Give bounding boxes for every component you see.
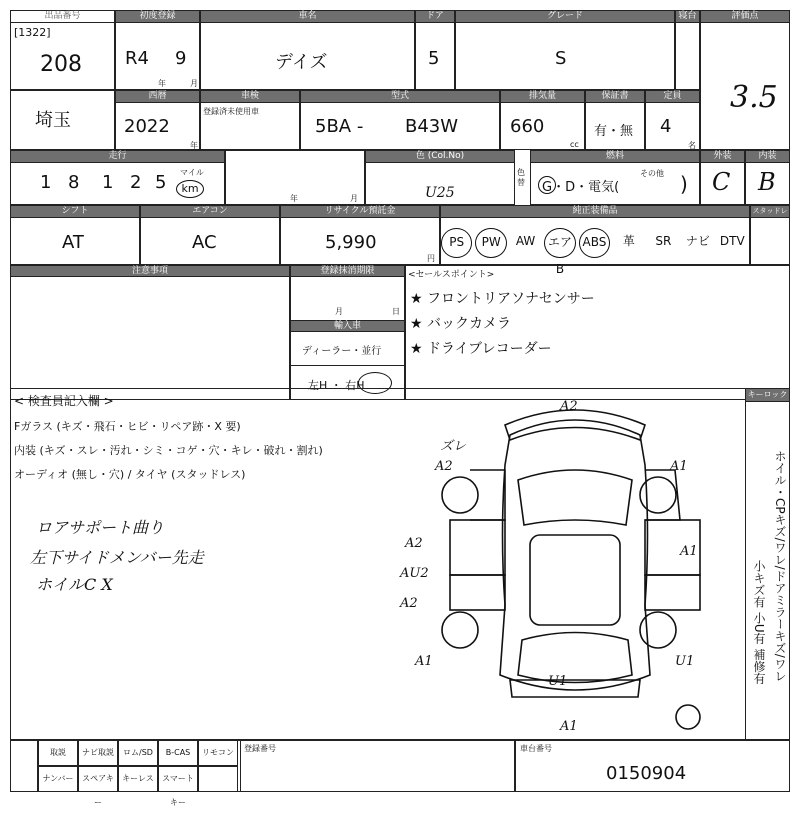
mileage-digit: 2 <box>130 172 142 193</box>
sales-point: ★ フロントリアソナセンサー <box>410 291 595 307</box>
inspector-header: < 検査員記入欄 > <box>14 394 114 408</box>
sales-point: ★ ドライブレコーダー <box>410 341 552 357</box>
equipment-header: 純正装備品 <box>440 205 750 218</box>
inspection-header: 車検 <box>200 90 300 103</box>
fuel: G・D・電気( <box>542 180 620 195</box>
model-code: B43W <box>405 116 459 137</box>
side-note-col1: ホイル・CPキズ/ワレ/ドアミラーキズ/ワレ <box>773 450 787 682</box>
wheel-rr <box>640 612 676 648</box>
aircon-value: AC <box>192 232 217 253</box>
cc-unit: cc <box>570 140 579 149</box>
fender-fl <box>470 470 505 520</box>
car-name: デイズ <box>275 52 328 73</box>
notes-header: 注意事項 <box>10 265 290 277</box>
equipment-item: SR <box>655 234 672 248</box>
windshield <box>518 470 632 525</box>
door-left-front <box>450 520 505 575</box>
door-header: ドア <box>415 10 455 23</box>
roof <box>530 535 620 625</box>
year-header: 初度登録 <box>115 10 200 23</box>
era: R4 <box>125 48 149 69</box>
lot-number: 208 <box>40 52 82 77</box>
mileage-digit: 1 <box>102 172 114 193</box>
diagram-label: A1 <box>560 719 578 734</box>
fuel-other: その他 <box>640 169 664 178</box>
inspection-note: 登録済未使用車 <box>203 107 259 116</box>
equipment-item: ナビ <box>685 234 710 248</box>
diagram-label: A1 <box>670 459 688 474</box>
western-header: 西暦 <box>115 90 200 103</box>
fuel-header: 燃料 <box>530 150 700 163</box>
diagram-label: A2 <box>405 536 423 551</box>
footer-option: リモコン <box>198 740 238 766</box>
footer-option: ナビ取説 <box>78 740 118 766</box>
prefecture: 埼玉 <box>35 110 71 131</box>
year-small: 年 <box>190 141 198 150</box>
handwritten-note: ロアサポート曲り <box>36 518 165 537</box>
color-change-label: 色替 <box>517 168 525 187</box>
exterior-grade: C <box>712 168 731 196</box>
mileage-digit: 1 <box>40 172 52 193</box>
month-unit: 月 <box>190 79 198 88</box>
footer-option: キーレス <box>118 766 158 792</box>
interior-header: 内装 <box>745 150 790 163</box>
chassis-label: 車台番号 <box>520 744 552 753</box>
door-right-rear <box>645 575 700 610</box>
notes-box <box>10 265 290 400</box>
grade-header: グレード <box>455 10 675 23</box>
diagram-label: A1 <box>415 654 433 669</box>
equipment-item: PW <box>475 228 506 258</box>
month-small-2: 月 <box>350 194 358 203</box>
footer-option: 取説 <box>38 740 78 766</box>
sales-point: ★ バックカメラ <box>410 316 512 332</box>
mile-label: マイル <box>180 168 204 177</box>
footer-option: ロム/SD <box>118 740 158 766</box>
side-note-col2: 小キズ有 小U有 補修有 <box>752 560 766 685</box>
handwritten-note: 左下サイドメンバー先走 <box>30 548 204 567</box>
mileage-digit: 8 <box>68 172 80 193</box>
seats: 4 <box>660 116 672 137</box>
km-circle: km <box>176 180 204 198</box>
diagram-label: A2 <box>435 459 453 474</box>
month: 9 <box>175 48 187 69</box>
diagram-label: A2 <box>400 596 418 611</box>
color-header: 色 (Col.No) <box>365 150 515 163</box>
doors: 5 <box>428 48 440 69</box>
equipment-item: DTV <box>719 234 745 248</box>
studless-header: スタッドレス <box>750 205 790 218</box>
car-body-outline <box>500 420 650 690</box>
reg-divider <box>290 365 405 366</box>
score: 3.5 <box>730 80 778 115</box>
front-bumper <box>505 410 645 440</box>
footer-option: スマートキー <box>158 766 198 792</box>
equipment-item: ABS <box>579 228 610 258</box>
inspector-line: オーディオ (無し・穴) / タイヤ (スタッドレス) <box>14 468 246 481</box>
rear-window <box>518 633 632 683</box>
capacity-header: 定員 <box>645 90 700 103</box>
seats-unit: 名 <box>688 141 696 150</box>
warranty-header: 保証書 <box>585 90 645 103</box>
aircon-header: エアコン <box>140 205 280 218</box>
footer-first-cell <box>10 740 38 792</box>
inspector-line: Fガラス (キズ・飛石・ヒビ・リペア跡・X 要) <box>14 420 241 433</box>
reg-number-box <box>240 740 515 792</box>
reg-day: 日 <box>392 307 400 316</box>
yen-unit: 円 <box>427 254 435 263</box>
interior-grade: B <box>758 168 776 196</box>
lot-header: 出品番号 <box>10 10 115 23</box>
displacement: 660 <box>510 116 545 137</box>
grade: S <box>555 48 567 69</box>
footer-option: ナンバー <box>38 766 78 792</box>
shift-header: シフト <box>10 205 140 218</box>
chassis-number: 0150904 <box>606 763 687 784</box>
diagram-label: A1 <box>680 544 698 559</box>
shift-value: AT <box>62 232 84 253</box>
recycle-header: リサイクル預託金 <box>280 205 440 218</box>
year-western: 2022 <box>124 116 170 137</box>
model-prefix: 5BA - <box>315 116 364 137</box>
mileage-header: 走行 <box>10 150 225 163</box>
equipment-item: 革 <box>622 234 635 248</box>
import-header: 輸入車 <box>290 320 405 332</box>
equipment-item: エアB <box>544 228 575 258</box>
reg-month: 月 <box>335 307 343 316</box>
diagram-label: A2 <box>560 399 578 414</box>
warranty: 有・無 <box>594 124 634 139</box>
model-header: 型式 <box>300 90 500 103</box>
handle: 左H ・ 右H <box>308 379 365 392</box>
lot-label: [1322] <box>14 26 51 39</box>
eval-header: 評価点 <box>700 10 790 23</box>
wheel-fl <box>442 477 478 513</box>
exterior-header: 外装 <box>700 150 745 163</box>
sales-header: <セールスポイント> <box>408 270 495 280</box>
wheel-rl <box>442 612 478 648</box>
color-code: U25 <box>425 185 455 201</box>
mileage-digit: 5 <box>155 172 167 193</box>
diagram-label: AU2 <box>400 566 429 581</box>
handwritten-note: ホイルC X <box>36 575 113 594</box>
equipment-item: PS <box>441 228 472 258</box>
door-left-rear <box>450 575 505 610</box>
fuel-close: ) <box>680 172 688 196</box>
wheel-fr <box>640 477 676 513</box>
inspector-line: 内装 (キズ・スレ・汚れ・シミ・コゲ・穴・キレ・破れ・割れ) <box>14 444 323 457</box>
equipment-item: AW <box>515 234 536 248</box>
diagram-label: U1 <box>675 654 695 669</box>
year-unit: 年 <box>158 79 166 88</box>
displacement-header: 排気量 <box>500 90 585 103</box>
car-diagram <box>400 395 745 735</box>
diagram-label: U1 <box>548 674 568 689</box>
recycle-value: 5,990 <box>325 232 377 253</box>
dealer: ディーラー・並行 <box>302 346 382 357</box>
diagram-label: ズレ <box>440 439 467 454</box>
footer-option: スペアキー <box>78 766 118 792</box>
lock-circle <box>676 705 700 729</box>
reg-header: 登録抹消期限 <box>290 265 405 277</box>
year-small-2: 年 <box>290 194 298 203</box>
name-header: 車名 <box>200 10 415 23</box>
shift-h-header: 寝台 <box>675 10 700 23</box>
keylock-header: キーロック <box>745 388 790 402</box>
footer-option <box>198 766 238 792</box>
reg-number-label: 登録番号 <box>244 744 276 753</box>
footer-option: B-CAS <box>158 740 198 766</box>
